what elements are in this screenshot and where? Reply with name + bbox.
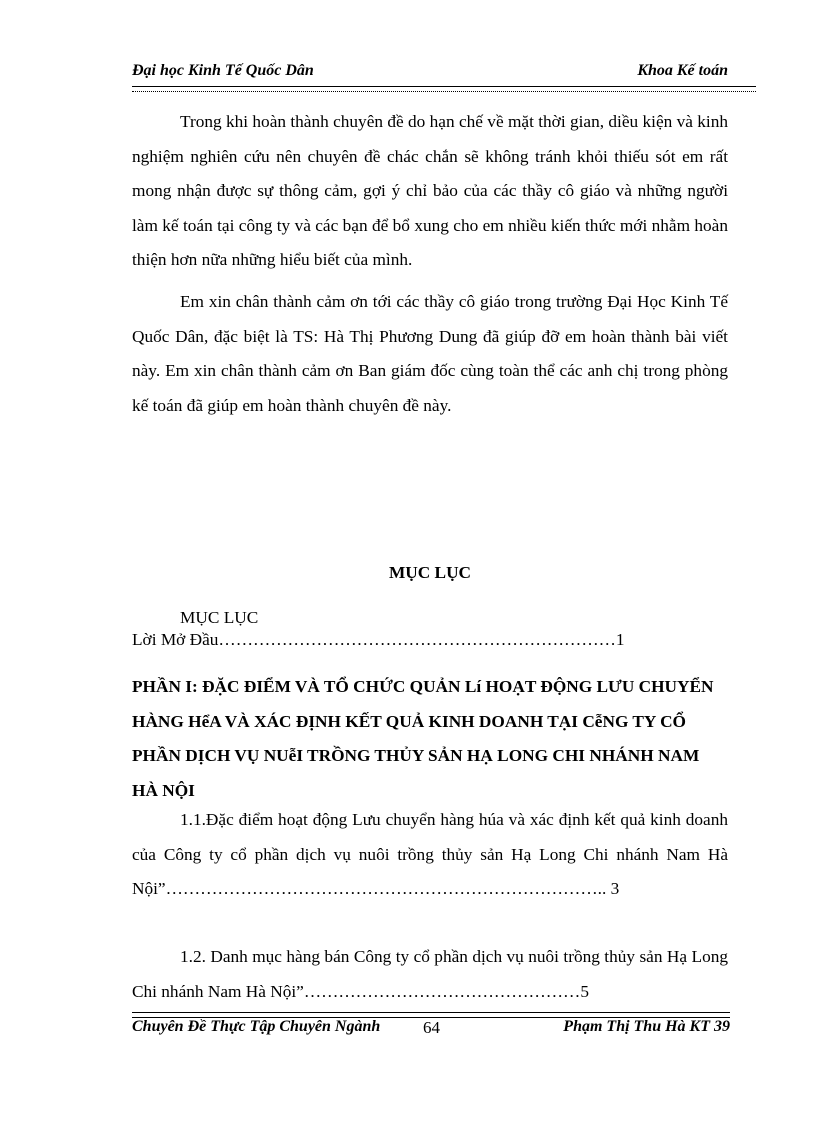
toc-label: MỤC LỤC [180, 608, 259, 627]
body-paragraph-2: Em xin chân thành cảm ơn tới các thầy cô giáo trong trường Đại Học Kinh Tế Quốc Dân, đặc biệt là TS: Hà Thị Phương Dung đã giúp đỡ em hoàn thành bài viết này. Em xin chân thành cảm ơn Ban giám đốc cùng toàn thể các anh chị trong phòng kế toán đã giúp em hoàn thành chuyên đề này. [132, 292, 728, 415]
header-rule [132, 86, 756, 92]
header-university: Đại học Kinh Tế Quốc Dân [132, 62, 314, 79]
toc-entry-part-1: PHẦN I: ĐẶC ĐIỂM VÀ TỔ CHỨC QUẢN Lí HOẠT ĐỘNG LƯU CHUYỂN HÀNG HểA VÀ XÁC ĐỊNH KẾT QUẢ KINH DOANH TẠI CễNG TY CỔ PHẦN DỊCH VỤ NUễI TRỒNG THỦY SẢN HẠ LONG CHI NHÁNH NAM HÀ NỘI [132, 677, 714, 800]
toc-heading: MỤC LỤC [388, 563, 472, 582]
page-header [132, 60, 728, 84]
toc-entry-1-1: 1.1.Đặc điểm hoạt động Lưu chuyển hàng húa và xác định kết quả kinh doanh của Công ty cổ phần dịch vụ nuôi trồng thủy sản Hạ Long Chi nhánh Nam Hà Nội”………………………………………………………………….. 3 [132, 810, 728, 898]
page-number: 64 [423, 1018, 440, 1037]
toc-entry-intro: Lời Mở Đầu……………………………………………………………1 [132, 630, 625, 649]
header-faculty: Khoa Kế toán [637, 62, 728, 79]
page-footer [132, 1016, 730, 1040]
toc-entry-1-2: 1.2. Danh mục hàng bán Công ty cổ phần dịch vụ nuôi trồng thủy sản Hạ Long Chi nhánh Nam Hà Nội”…………………………………………5 [132, 947, 728, 1001]
footer-author: Phạm Thị Thu Hà KT 39 [563, 1018, 730, 1035]
footer-title: Chuyên Đề Thực Tập Chuyên Ngành [132, 1018, 381, 1035]
body-paragraph-1: Trong khi hoàn thành chuyên đề do hạn chế về mặt thời gian, diều kiện và kinh nghiệm nghiên cứu nên chuyên đề chác chắn sẽ không tránh khỏi thiếu sót em rất mong nhận được sự thông cảm, gợi ý chỉ bảo của các thầy cô giáo và những người làm kế toán tại công ty và các bạn để bổ xung cho em nhiều kiến thức mới nhằm hoàn thiện hơn nữa những hiểu biết của mình. [132, 112, 728, 269]
